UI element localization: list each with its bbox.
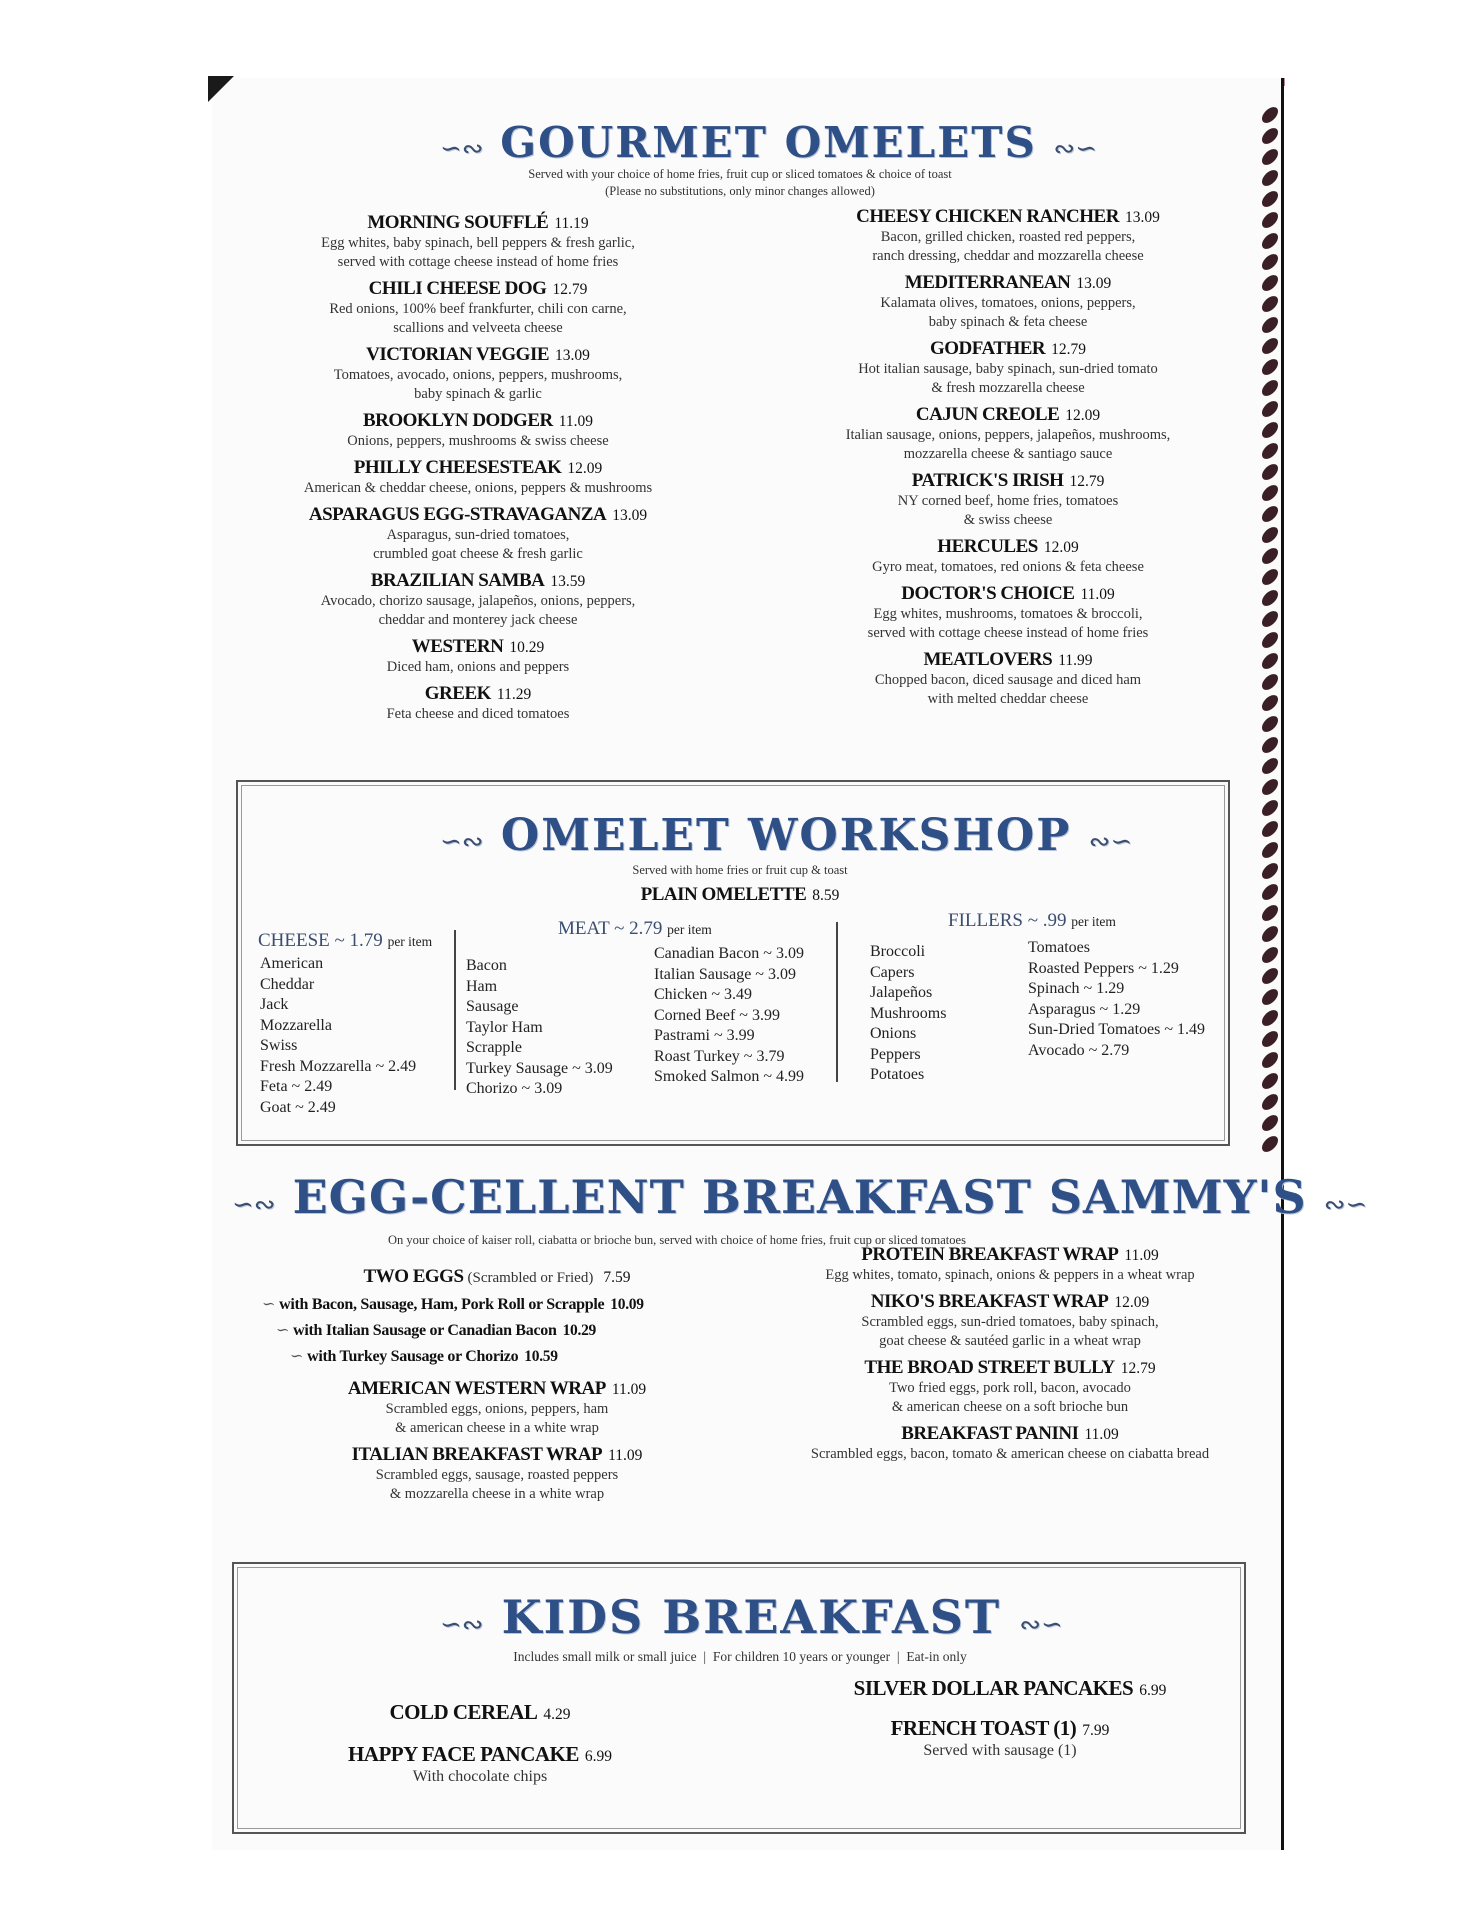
two-eggs-sub: (Scrambled or Fried) — [467, 1270, 594, 1286]
item-desc-line1: Gyro meat, tomatoes, red onions & feta cheese — [872, 559, 1144, 575]
option-price: 10.29 — [562, 1322, 596, 1339]
flourish-right-icon: ∾∽ — [1088, 827, 1133, 857]
workshop-title: OMELET WORKSHOP — [500, 810, 1072, 861]
item-price: 11.29 — [496, 686, 532, 703]
meat-header-unit: per item — [667, 922, 712, 937]
cheese-list — [260, 954, 416, 1118]
filler-option: Onions — [870, 1025, 917, 1042]
menu-item — [268, 683, 688, 724]
flourish-left-icon: ∽∾ — [232, 1190, 276, 1220]
kids-item-french-toast — [840, 1716, 1160, 1760]
item-price: 12.79 — [1120, 1360, 1156, 1377]
option-label: with Turkey Sausage or Chorizo — [307, 1348, 519, 1365]
item-name: CHEESY CHICKEN RANCHER — [856, 206, 1119, 227]
filler-option: Asparagus ~ 1.29 — [1028, 1000, 1141, 1018]
two-eggs-name: TWO EGGS — [363, 1266, 464, 1287]
item-name: NIKO'S BREAKFAST WRAP — [870, 1291, 1109, 1312]
menu-item — [798, 404, 1218, 464]
fillers-header-label: FILLERS ~ .99 — [948, 910, 1067, 931]
item-name: ASPARAGUS EGG-STRAVAGANZA — [308, 504, 607, 525]
meat-option: Ham — [466, 977, 498, 995]
filler-option: Sun-Dried Tomatoes ~ 1.49 — [1028, 1021, 1205, 1038]
item-name: BROOKLYN DODGER — [362, 410, 553, 431]
item-desc-line2: mozzarella cheese & santiago sauce — [903, 446, 1113, 462]
option-price: 10.59 — [524, 1348, 558, 1365]
item-desc-line1: Onions, peppers, mushrooms & swiss cheese — [347, 433, 609, 449]
cheese-header-label: CHEESE ~ 1.79 — [258, 930, 383, 951]
item-price: 11.99 — [1058, 652, 1093, 669]
sammys-left-column — [282, 1378, 712, 1510]
item-name: MEDITERRANEAN — [904, 272, 1071, 293]
kids-heading — [440, 1590, 1063, 1644]
filler-option: Roasted Peppers ~ 1.29 — [1028, 959, 1179, 977]
menu-item — [282, 1444, 712, 1504]
cheese-header — [258, 930, 432, 952]
meat-option: Taylor Ham — [466, 1018, 543, 1036]
item-price: 13.09 — [555, 347, 590, 364]
item-desc-line2: cheddar and monterey jack cheese — [378, 612, 578, 628]
workshop-note: Served with home fries or fruit cup & toast — [632, 863, 848, 877]
menu-item — [798, 583, 1218, 643]
two-eggs-option — [262, 1292, 722, 1318]
meat-list-1 — [466, 956, 613, 1100]
meat-option: Chicken ~ 3.49 — [654, 986, 752, 1003]
sammys-heading — [232, 1170, 1368, 1224]
item-desc-line1: Italian sausage, onions, peppers, jalapeños, mushrooms, — [845, 427, 1171, 443]
menu-item — [268, 344, 688, 404]
item-name: CHILI CHEESE DOG — [368, 278, 547, 299]
item-desc-line1: American & cheddar cheese, onions, peppers & mushrooms — [303, 480, 653, 496]
item-name: MORNING SOUFFLÉ — [367, 212, 549, 233]
workshop-divider-1 — [454, 930, 456, 1090]
item-price: 6.99 — [584, 1748, 613, 1765]
arrow-flourish-icon: ∽ — [290, 1348, 304, 1365]
filler-option: Spinach ~ 1.29 — [1028, 980, 1125, 997]
filler-option: Mushrooms — [870, 1004, 947, 1022]
item-desc-line1: Chopped bacon, diced sausage and diced ham — [874, 672, 1142, 688]
item-desc-line1: Scrambled eggs, onions, peppers, ham — [385, 1401, 609, 1417]
arrow-flourish-icon: ∽ — [262, 1296, 276, 1313]
item-name: GREEK — [424, 683, 491, 704]
menu-item — [798, 272, 1218, 332]
flourish-right-icon: ∾∽ — [1053, 134, 1097, 164]
item-name: BRAZILIAN SAMBA — [370, 570, 545, 591]
item-price: 6.99 — [1139, 1682, 1167, 1699]
gourmet-title: GOURMET OMELETS — [500, 118, 1037, 167]
meat-header-label: MEAT ~ 2.79 — [558, 918, 663, 939]
item-price: 11.09 — [1080, 586, 1115, 603]
item-price: 12.79 — [1069, 473, 1105, 490]
meat-option: Corned Beef ~ 3.99 — [654, 1006, 780, 1024]
item-price: 11.09 — [558, 413, 594, 430]
gourmet-left-column — [268, 212, 688, 730]
item-desc-line1: Feta cheese and diced tomatoes — [386, 706, 570, 722]
menu-item — [268, 570, 688, 630]
menu-item — [268, 410, 688, 451]
gourmet-note-line2: (Please no substitutions, only minor changes allowed) — [605, 184, 875, 198]
item-desc-line2: & swiss cheese — [963, 512, 1053, 528]
meat-option: Bacon — [466, 957, 507, 974]
fillers-list-1 — [870, 942, 946, 1086]
item-desc-line1: Tomatoes, avocado, onions, peppers, mushrooms, — [333, 367, 623, 383]
item-desc-line2: goat cheese & sautéed garlic in a wheat wrap — [879, 1333, 1141, 1349]
meat-option: Chorizo ~ 3.09 — [466, 1080, 563, 1097]
item-name: THE BROAD STREET BULLY — [864, 1357, 1115, 1378]
item-desc-line1: Diced ham, onions and peppers — [386, 659, 570, 675]
cheese-option: Cheddar — [260, 975, 315, 993]
item-name: BREAKFAST PANINI — [901, 1423, 1079, 1444]
item-name: SILVER DOLLAR PANCAKES — [853, 1676, 1134, 1700]
workshop-divider-2 — [836, 922, 838, 1082]
gourmet-note-line1: Served with your choice of home fries, fruit cup or sliced tomatoes & choice of toast — [528, 167, 952, 181]
item-name: GODFATHER — [929, 338, 1046, 359]
two-eggs — [282, 1266, 712, 1288]
option-label: with Italian Sausage or Canadian Bacon — [293, 1322, 557, 1339]
item-desc-line1: Scrambled eggs, bacon, tomato & american cheese on ciabatta bread — [810, 1446, 1210, 1462]
plain-omelette-name: PLAIN OMELETTE — [640, 884, 807, 905]
flourish-left-icon: ∽∾ — [440, 1610, 484, 1640]
meat-option: Scrapple — [466, 1039, 522, 1056]
meat-option: Sausage — [466, 998, 519, 1015]
item-desc-line2: & fresh mozzarella cheese — [931, 380, 1085, 396]
item-desc-line1: Hot italian sausage, baby spinach, sun-dried tomato — [858, 361, 1158, 377]
menu-item — [760, 1423, 1260, 1464]
menu-item — [268, 278, 688, 338]
cheese-option: American — [260, 955, 324, 972]
item-name: HAPPY FACE PANCAKE — [347, 1742, 579, 1766]
kids-title: KIDS BREAKFAST — [501, 1590, 1002, 1644]
item-desc-line1: Egg whites, tomato, spinach, onions & peppers in a wheat wrap — [825, 1267, 1195, 1283]
flourish-right-icon: ∾∽ — [1323, 1190, 1368, 1220]
plain-omelette-price: 8.59 — [812, 887, 840, 904]
menu-item — [268, 636, 688, 677]
item-desc-line2: served with cottage cheese instead of home fries — [867, 625, 1149, 641]
item-price: 11.09 — [611, 1381, 647, 1398]
filler-option: Tomatoes — [1028, 939, 1090, 956]
item-price: 12.09 — [1114, 1294, 1150, 1311]
menu-item — [798, 338, 1218, 398]
two-eggs-option — [276, 1318, 722, 1344]
kids-item-happy-face — [300, 1742, 660, 1786]
item-desc-line2: ranch dressing, cheddar and mozzarella cheese — [872, 248, 1144, 264]
menu-item — [798, 649, 1218, 709]
sammys-note: On your choice of kaiser roll, ciabatta or brioche bun, served with choice of home fries, fruit cup or sliced tomatoes — [388, 1233, 966, 1247]
item-desc-line1: Scrambled eggs, sausage, roasted peppers — [375, 1467, 619, 1483]
item-desc-line1: Asparagus, sun-dried tomatoes, — [386, 527, 570, 543]
item-price: 11.09 — [1084, 1426, 1119, 1443]
menu-item — [760, 1244, 1260, 1285]
item-price: 13.09 — [1076, 275, 1112, 292]
item-name: COLD CEREAL — [389, 1700, 538, 1724]
item-desc-line1: Two fried eggs, pork roll, bacon, avocado — [889, 1380, 1131, 1396]
item-desc-line2: & mozzarella cheese in a white wrap — [389, 1486, 605, 1502]
filler-option: Capers — [870, 963, 915, 981]
item-name: CAJUN CREOLE — [915, 404, 1060, 425]
filler-option: Potatoes — [870, 1066, 925, 1083]
item-price: 13.09 — [612, 507, 648, 524]
item-price: 11.09 — [608, 1447, 643, 1464]
meat-option: Roast Turkey ~ 3.79 — [654, 1047, 785, 1065]
item-name: WESTERN — [411, 636, 504, 657]
item-price: 10.29 — [509, 639, 545, 656]
item-desc-line2: & american cheese on a soft brioche bun — [891, 1399, 1129, 1415]
item-name: PHILLY CHEESESTEAK — [353, 457, 562, 478]
meat-option: Italian Sausage ~ 3.09 — [654, 965, 796, 983]
item-desc-line1: Egg whites, mushrooms, tomatoes & broccoli, — [873, 606, 1143, 622]
item-price: 12.09 — [1065, 407, 1101, 424]
two-eggs-option — [290, 1344, 722, 1370]
menu-item — [760, 1357, 1260, 1417]
item-price: 7.99 — [1082, 1722, 1110, 1739]
item-name: MEATLOVERS — [923, 649, 1053, 670]
item-desc-line1: Kalamata olives, tomatoes, onions, peppers, — [880, 295, 1136, 311]
item-desc-line1: Egg whites, baby spinach, bell peppers & fresh garlic, — [321, 235, 635, 251]
item-desc-line2: served with cottage cheese instead of home fries — [337, 254, 619, 270]
fillers-header-unit: per item — [1071, 914, 1116, 929]
flourish-left-icon: ∽∾ — [440, 827, 484, 857]
item-price: 11.19 — [554, 215, 589, 232]
item-price: 4.29 — [543, 1706, 571, 1723]
meat-header — [558, 918, 712, 940]
item-desc-line1: Red onions, 100% beef frankfurter, chili con carne, — [329, 301, 627, 317]
filler-option: Broccoli — [870, 943, 926, 960]
meat-option: Pastrami ~ 3.99 — [654, 1027, 755, 1044]
flourish-right-icon: ∾∽ — [1019, 1610, 1063, 1640]
item-price: 13.09 — [1124, 209, 1160, 226]
menu-item — [798, 206, 1218, 266]
item-name: DOCTOR'S CHOICE — [901, 583, 1075, 604]
arrow-flourish-icon: ∽ — [276, 1322, 290, 1339]
filler-option: Peppers — [870, 1045, 921, 1063]
gourmet-right-column — [798, 206, 1218, 715]
option-price: 10.09 — [610, 1296, 644, 1313]
two-eggs-price: 7.59 — [603, 1269, 631, 1286]
fillers-list-2 — [1028, 938, 1205, 1061]
item-name: AMERICAN WESTERN WRAP — [347, 1378, 606, 1399]
cheese-option: Goat ~ 2.49 — [260, 1098, 336, 1116]
menu-item — [798, 536, 1218, 577]
item-price: 12.79 — [552, 281, 588, 298]
meat-list-2 — [654, 944, 804, 1088]
item-desc-line1: NY corned beef, home fries, tomatoes — [897, 493, 1119, 509]
filler-option: Jalapeños — [870, 984, 933, 1001]
item-name: VICTORIAN VEGGIE — [366, 344, 550, 365]
cheese-option: Fresh Mozzarella ~ 2.49 — [260, 1057, 417, 1075]
item-desc-line2: with melted cheddar cheese — [927, 691, 1089, 707]
menu-item — [798, 470, 1218, 530]
workshop-heading — [440, 810, 1133, 861]
plain-omelette — [540, 884, 940, 906]
item-name: FRENCH TOAST (1) — [890, 1716, 1077, 1740]
menu-item — [268, 212, 688, 272]
item-price: 12.79 — [1051, 341, 1086, 358]
item-desc-line2: scallions and velveeta cheese — [393, 320, 563, 336]
gourmet-note — [440, 166, 1040, 200]
item-desc-line1: Bacon, grilled chicken, roasted red peppers, — [880, 229, 1136, 245]
cheese-option: Swiss — [260, 1037, 298, 1054]
menu-item — [268, 504, 688, 564]
meat-option: Canadian Bacon ~ 3.09 — [654, 945, 804, 962]
meat-option: Smoked Salmon ~ 4.99 — [654, 1068, 804, 1085]
sammys-right-column — [760, 1244, 1260, 1470]
kids-item-cold-cereal — [320, 1700, 640, 1725]
item-name: ITALIAN BREAKFAST WRAP — [351, 1444, 603, 1465]
filler-option: Avocado ~ 2.79 — [1028, 1041, 1130, 1059]
item-desc-line1: Scrambled eggs, sun-dried tomatoes, baby spinach, — [861, 1314, 1159, 1330]
item-desc-line1: Avocado, chorizo sausage, jalapeños, onions, peppers, — [320, 593, 636, 609]
item-desc-line2: & american cheese in a white wrap — [395, 1420, 599, 1436]
item-desc-line2: baby spinach & feta cheese — [928, 314, 1088, 330]
item-name: PROTEIN BREAKFAST WRAP — [861, 1244, 1119, 1265]
item-name: HERCULES — [937, 536, 1038, 557]
item-desc-line2: crumbled goat cheese & fresh garlic — [373, 546, 583, 562]
menu-item — [760, 1291, 1260, 1351]
meat-option: Turkey Sausage ~ 3.09 — [466, 1059, 613, 1077]
cheese-option: Mozzarella — [260, 1016, 332, 1034]
flourish-left-icon: ∽∾ — [440, 134, 484, 164]
gourmet-heading — [440, 118, 1097, 167]
kids-note: Includes small milk or small juice | For children 10 years or younger | Eat-in only — [513, 1649, 967, 1664]
menu-item — [282, 1378, 712, 1438]
fillers-header — [948, 910, 1116, 932]
item-price: 13.59 — [550, 573, 586, 590]
option-label: with Bacon, Sausage, Ham, Pork Roll or Scrapple — [279, 1296, 605, 1313]
cheese-option: Feta ~ 2.49 — [260, 1078, 333, 1095]
menu-item — [268, 457, 688, 498]
item-price: 12.09 — [1043, 539, 1079, 556]
item-price: 12.09 — [567, 460, 603, 477]
item-desc-line2: baby spinach & garlic — [414, 386, 542, 402]
item-desc: Served with sausage (1) — [923, 1742, 1077, 1759]
sammys-title: EGG-CELLENT BREAKFAST SAMMY'S — [292, 1170, 1307, 1224]
two-eggs-options — [262, 1292, 722, 1370]
item-name: PATRICK'S IRISH — [911, 470, 1064, 491]
kids-item-silver-dollar — [830, 1676, 1190, 1701]
cheese-option: Jack — [260, 996, 289, 1013]
item-desc: With chocolate chips — [412, 1768, 548, 1785]
item-price: 11.09 — [1124, 1247, 1159, 1264]
cheese-header-unit: per item — [387, 934, 433, 949]
